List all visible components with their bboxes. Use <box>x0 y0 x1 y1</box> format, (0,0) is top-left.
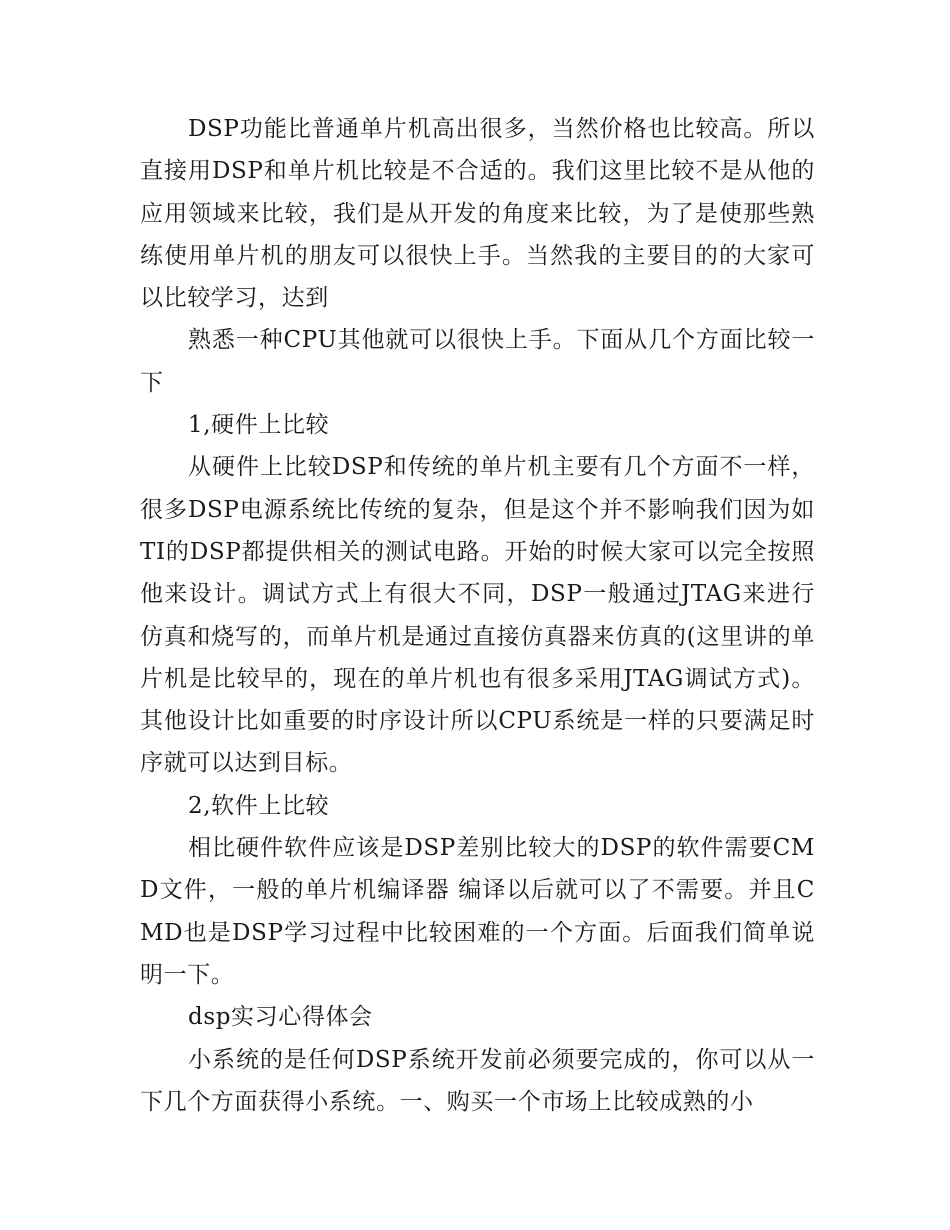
paragraph-small-system: 小系统的是任何DSP系统开发前必须要完成的，你可以从一下几个方面获得小系统。一、购买一个市场上比较成熟的小 <box>140 1046 815 1115</box>
paragraph-intro: DSP功能比普通单片机高出很多，当然价格也比较高。所以直接用DSP和单片机比较是不合适的。我们这里比较不是从他的应用领域来比较，我们是从开发的角度来比较，为了是使那些熟练使用单片机的朋友可以很快上手。当然我的主要目的的大家可以比较学习，达到 <box>140 116 815 312</box>
section-heading-hardware: 1,硬件上比较 <box>188 412 330 439</box>
section-heading-internship: dsp实习心得体会 <box>188 1004 373 1031</box>
paragraph-software: 相比硬件软件应该是DSP差别比较大的DSP的软件需要CMD文件，一般的单片机编译器 编译以后就可以了不需要。并且CMD也是DSP学习过程中比较困难的一个方面。后面我们简单说明一下。 <box>140 835 815 988</box>
paragraph-intro-continued: 熟悉一种CPU其他就可以很快上手。下面从几个方面比较一下 <box>140 327 815 396</box>
document-body <box>140 108 815 1123</box>
paragraph-hardware: 从硬件上比较DSP和传统的单片机主要有几个方面不一样，很多DSP电源系统比传统的复杂，但是这个并不影响我们因为如TI的DSP都提供相关的测试电路。开始的时候大家可以完全按照他来设计。调试方式上有很大不同，DSP一般通过JTAG来进行仿真和烧写的，而单片机是通过直接仿真器来仿真的(这里讲的单片机是比较早的，现在的单片机也有很多采用JTAG调试方式)。其他设计比如重要的时序设计所以CPU系统是一样的只要满足时序就可以达到目标。 <box>140 454 815 777</box>
section-heading-software: 2,软件上比较 <box>188 792 330 819</box>
